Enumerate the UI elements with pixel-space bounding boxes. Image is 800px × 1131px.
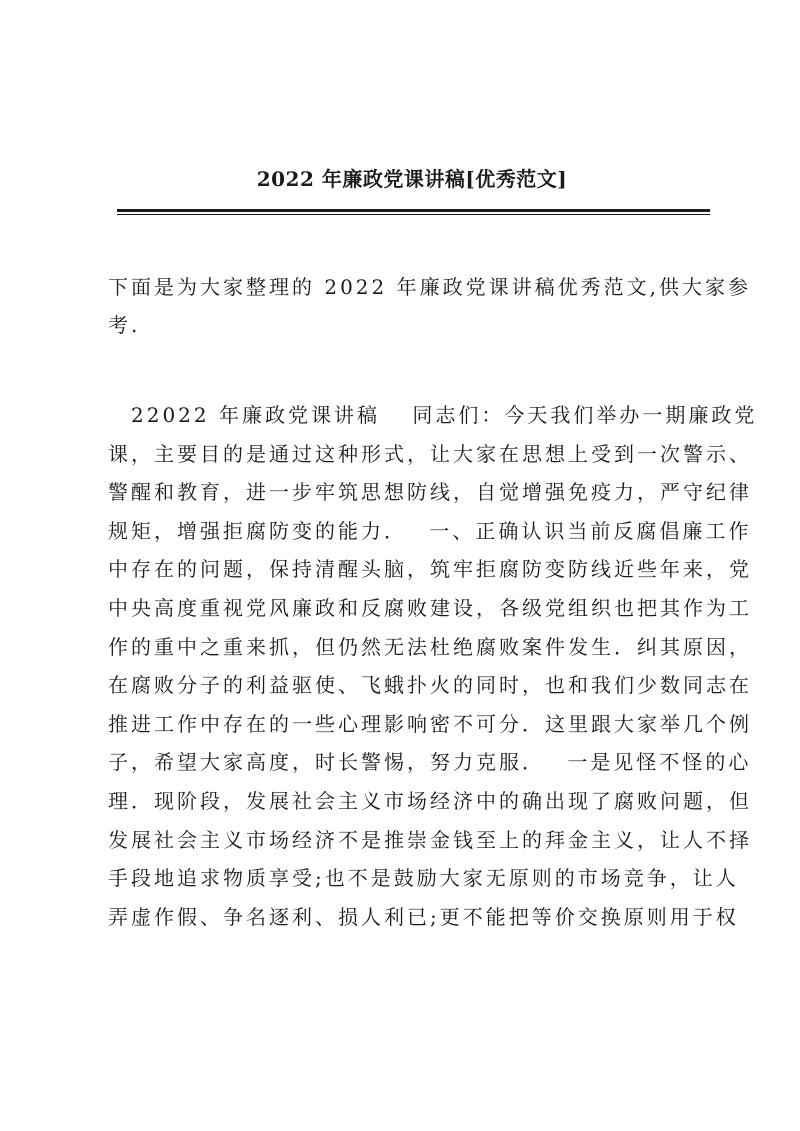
document-title: 2022 年廉政党课讲稿[优秀范文] bbox=[256, 167, 568, 191]
body-line: 手段地追求物质享受;也不是鼓励大家无原则的市场竞争，让人 bbox=[108, 866, 739, 891]
body-line: 理．现阶段，发展社会主义市场经济中的确出现了腐败问题，但 bbox=[108, 788, 752, 813]
body-line: 规矩，增强拒腐防变的能力． 一、正确认识当前反腐倡廉工作 bbox=[108, 518, 752, 543]
intro-line: 考. bbox=[108, 313, 141, 337]
body-line: 22022 年廉政党课讲稿 同志们：今天我们举办一期廉政党 bbox=[108, 403, 758, 427]
body-line: 发展社会主义市场经济不是推崇金钱至上的拜金主义，让人不择 bbox=[108, 827, 752, 852]
title-underline-thin bbox=[117, 214, 710, 215]
intro-line: 下面是为大家整理的 2022 年廉政党课讲稿优秀范文,供大家参 bbox=[108, 275, 751, 299]
body-line: 在腐败分子的利益驱使、飞蛾扑火的同时，也和我们少数同志在 bbox=[108, 673, 752, 698]
body-line: 推进工作中存在的一些心理影响密不可分．这里跟大家举几个例 bbox=[108, 711, 752, 736]
body-line: 中央高度重视党风廉政和反腐败建设，各级党组织也把其作为工 bbox=[108, 595, 752, 620]
body-line: 中存在的问题，保持清醒头脑，筑牢拒腐防变防线近些年来，党 bbox=[108, 557, 752, 582]
title-underline bbox=[117, 209, 710, 212]
intro-paragraph bbox=[108, 268, 751, 344]
body-line: 作的重中之重来抓，但仍然无法杜绝腐败案件发生．纠其原因， bbox=[108, 634, 752, 659]
body-line: 弄虚作假、争名逐利、损人利已;更不能把等价交换原则用于权 bbox=[108, 904, 739, 929]
body-paragraph bbox=[108, 396, 758, 936]
body-line: 子，希望大家高度，时长警惕，努力克服． 一是见怪不怪的心 bbox=[108, 750, 752, 775]
body-line: 课，主要目的是通过这种形式，让大家在思想上受到一次警示、 bbox=[108, 441, 752, 466]
body-line: 警醒和教育，进一步牢筑思想防线，自觉增强免疫力，严守纪律 bbox=[108, 480, 752, 505]
